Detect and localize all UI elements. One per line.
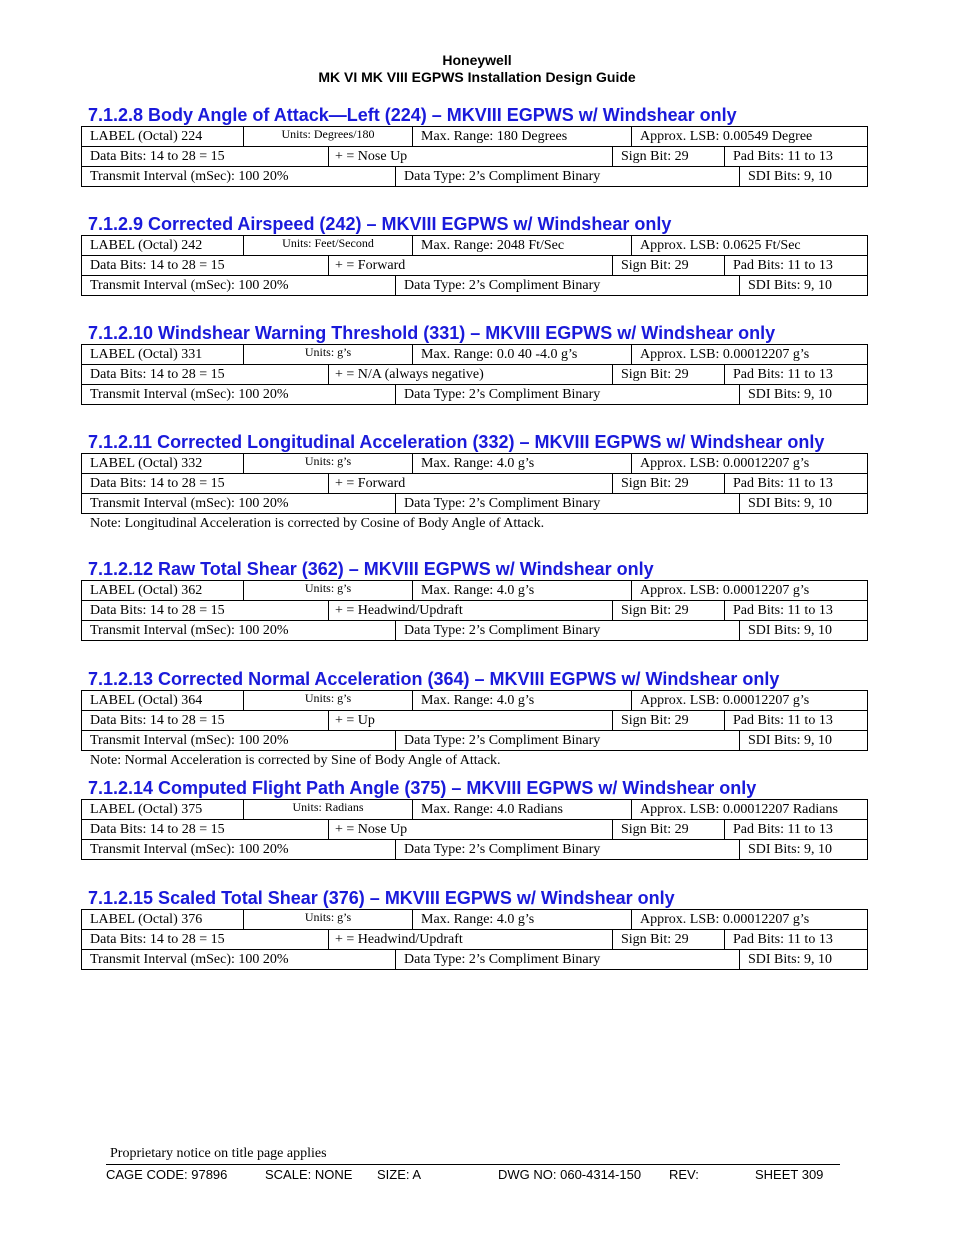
label-octal-cell: LABEL (Octal) 331 <box>90 347 203 362</box>
sign-bit-cell: Sign Bit: 29 <box>612 147 724 166</box>
max-range-cell: Max. Range: 4.0 Radians <box>412 800 631 819</box>
data-type-cell: Data Type: 2’s Compliment Binary <box>395 950 739 969</box>
sense-cell: + = Nose Up <box>328 147 612 166</box>
section-title: 7.1.2.15 Scaled Total Shear (376) – MKVIII EGPWS w/ Windshear only <box>88 888 675 908</box>
sdi-bits-cell: SDI Bits: 9, 10 <box>739 494 867 513</box>
table-row <box>82 127 867 146</box>
units-cell: Units: g’s <box>243 581 412 600</box>
transmit-interval-cell: Transmit Interval (mSec): 100 20% <box>90 278 289 293</box>
table-row <box>82 581 867 600</box>
footer-size: SIZE: A <box>377 1167 422 1182</box>
footer-divider <box>106 1164 840 1165</box>
pad-bits-cell: Pad Bits: 11 to 13 <box>724 930 867 949</box>
label-octal-cell: LABEL (Octal) 332 <box>90 456 203 471</box>
data-bits-cell: Data Bits: 14 to 28 = 15 <box>90 603 225 618</box>
section-title: 7.1.2.9 Corrected Airspeed (242) – MKVIII EGPWS w/ Windshear only <box>88 214 672 234</box>
section-title: 7.1.2.13 Corrected Normal Acceleration (364) – MKVIII EGPWS w/ Windshear only <box>88 669 780 689</box>
sense-cell: + = Forward <box>328 474 612 493</box>
pad-bits-cell: Pad Bits: 11 to 13 <box>724 365 867 384</box>
approx-lsb-cell: Approx. LSB: 0.00012207 g’s <box>631 581 867 600</box>
data-type-cell: Data Type: 2’s Compliment Binary <box>395 167 739 186</box>
header-company: Honeywell <box>442 52 512 68</box>
units-cell: Units: g’s <box>243 454 412 473</box>
section-note: Note: Normal Acceleration is corrected by Sine of Body Angle of Attack. <box>90 753 501 768</box>
table-row <box>82 949 867 969</box>
data-type-cell: Data Type: 2’s Compliment Binary <box>395 840 739 859</box>
sense-cell: + = Nose Up <box>328 820 612 839</box>
approx-lsb-cell: Approx. LSB: 0.00012207 g’s <box>631 691 867 710</box>
section-title: 7.1.2.10 Windshear Warning Threshold (331) – MKVIII EGPWS w/ Windshear only <box>88 323 776 343</box>
data-bits-cell: Data Bits: 14 to 28 = 15 <box>90 822 225 837</box>
table-row <box>82 819 867 839</box>
transmit-interval-cell: Transmit Interval (mSec): 100 20% <box>90 387 289 402</box>
section-note: Note: Longitudinal Acceleration is corrected by Cosine of Body Angle of Attack. <box>90 516 545 531</box>
table-row <box>82 730 867 750</box>
table-row <box>82 275 867 295</box>
label-octal-cell: LABEL (Octal) 376 <box>90 912 203 927</box>
table-row <box>82 710 867 730</box>
label-table <box>81 909 868 970</box>
sense-cell: + = Up <box>328 711 612 730</box>
table-row <box>82 364 867 384</box>
data-bits-cell: Data Bits: 14 to 28 = 15 <box>90 258 225 273</box>
approx-lsb-cell: Approx. LSB: 0.00012207 g’s <box>631 910 867 929</box>
sdi-bits-cell: SDI Bits: 9, 10 <box>739 276 867 295</box>
sense-cell: + = Forward <box>328 256 612 275</box>
section-title: 7.1.2.8 Body Angle of Attack—Left (224) – MKVIII EGPWS w/ Windshear only <box>88 105 737 125</box>
table-row <box>82 493 867 513</box>
data-type-cell: Data Type: 2’s Compliment Binary <box>395 731 739 750</box>
data-bits-cell: Data Bits: 14 to 28 = 15 <box>90 367 225 382</box>
label-octal-cell: LABEL (Octal) 364 <box>90 693 203 708</box>
pad-bits-cell: Pad Bits: 11 to 13 <box>724 256 867 275</box>
table-row <box>82 345 867 364</box>
header-title: MK VI MK VIII EGPWS Installation Design Guide <box>318 69 636 85</box>
table-row <box>82 236 867 255</box>
section-title: 7.1.2.14 Computed Flight Path Angle (375) – MKVIII EGPWS w/ Windshear only <box>88 778 757 798</box>
label-table <box>81 580 868 641</box>
sign-bit-cell: Sign Bit: 29 <box>612 474 724 493</box>
table-row <box>82 691 867 710</box>
sign-bit-cell: Sign Bit: 29 <box>612 930 724 949</box>
section-title: 7.1.2.11 Corrected Longitudinal Acceleration (332) – MKVIII EGPWS w/ Windshear only <box>88 432 825 452</box>
units-cell: Units: Feet/Second <box>243 236 412 255</box>
data-type-cell: Data Type: 2’s Compliment Binary <box>395 276 739 295</box>
data-bits-cell: Data Bits: 14 to 28 = 15 <box>90 713 225 728</box>
approx-lsb-cell: Approx. LSB: 0.0625 Ft/Sec <box>631 236 867 255</box>
transmit-interval-cell: Transmit Interval (mSec): 100 20% <box>90 842 289 857</box>
max-range-cell: Max. Range: 4.0 g’s <box>412 581 631 600</box>
data-type-cell: Data Type: 2’s Compliment Binary <box>395 385 739 404</box>
max-range-cell: Max. Range: 0.0 40 -4.0 g’s <box>412 345 631 364</box>
max-range-cell: Max. Range: 180 Degrees <box>412 127 631 146</box>
table-row <box>82 929 867 949</box>
label-octal-cell: LABEL (Octal) 375 <box>90 802 203 817</box>
transmit-interval-cell: Transmit Interval (mSec): 100 20% <box>90 952 289 967</box>
page-header <box>0 52 954 86</box>
approx-lsb-cell: Approx. LSB: 0.00549 Degree <box>631 127 867 146</box>
footer-cage-code: CAGE CODE: 97896 <box>106 1167 228 1182</box>
label-table <box>81 690 868 751</box>
label-octal-cell: LABEL (Octal) 362 <box>90 583 203 598</box>
sdi-bits-cell: SDI Bits: 9, 10 <box>739 950 867 969</box>
label-table <box>81 235 868 296</box>
table-row <box>82 454 867 473</box>
table-row <box>82 800 867 819</box>
pad-bits-cell: Pad Bits: 11 to 13 <box>724 601 867 620</box>
pad-bits-cell: Pad Bits: 11 to 13 <box>724 474 867 493</box>
sdi-bits-cell: SDI Bits: 9, 10 <box>739 731 867 750</box>
label-table <box>81 126 868 187</box>
units-cell: Units: Radians <box>243 800 412 819</box>
label-octal-cell: LABEL (Octal) 242 <box>90 238 203 253</box>
transmit-interval-cell: Transmit Interval (mSec): 100 20% <box>90 496 289 511</box>
units-cell: Units: g’s <box>243 345 412 364</box>
transmit-interval-cell: Transmit Interval (mSec): 100 20% <box>90 623 289 638</box>
max-range-cell: Max. Range: 4.0 g’s <box>412 910 631 929</box>
table-row <box>82 839 867 859</box>
approx-lsb-cell: Approx. LSB: 0.00012207 Radians <box>631 800 867 819</box>
pad-bits-cell: Pad Bits: 11 to 13 <box>724 711 867 730</box>
sense-cell: + = Headwind/Updraft <box>328 601 612 620</box>
footer-scale: SCALE: NONE <box>265 1167 353 1182</box>
proprietary-notice: Proprietary notice on title page applies <box>110 1146 327 1161</box>
table-row <box>82 255 867 275</box>
label-table <box>81 453 868 514</box>
transmit-interval-cell: Transmit Interval (mSec): 100 20% <box>90 169 289 184</box>
data-type-cell: Data Type: 2’s Compliment Binary <box>395 494 739 513</box>
table-row <box>82 384 867 404</box>
sdi-bits-cell: SDI Bits: 9, 10 <box>739 385 867 404</box>
sign-bit-cell: Sign Bit: 29 <box>612 256 724 275</box>
sense-cell: + = Headwind/Updraft <box>328 930 612 949</box>
section-title: 7.1.2.12 Raw Total Shear (362) – MKVIII EGPWS w/ Windshear only <box>88 559 654 579</box>
sdi-bits-cell: SDI Bits: 9, 10 <box>739 840 867 859</box>
table-row <box>82 166 867 186</box>
table-row <box>82 600 867 620</box>
data-bits-cell: Data Bits: 14 to 28 = 15 <box>90 932 225 947</box>
max-range-cell: Max. Range: 2048 Ft/Sec <box>412 236 631 255</box>
label-table <box>81 344 868 405</box>
table-row <box>82 146 867 166</box>
units-cell: Units: g’s <box>243 691 412 710</box>
max-range-cell: Max. Range: 4.0 g’s <box>412 691 631 710</box>
label-table <box>81 799 868 860</box>
sign-bit-cell: Sign Bit: 29 <box>612 365 724 384</box>
footer-rev: REV: <box>669 1167 699 1182</box>
approx-lsb-cell: Approx. LSB: 0.00012207 g’s <box>631 454 867 473</box>
approx-lsb-cell: Approx. LSB: 0.00012207 g’s <box>631 345 867 364</box>
pad-bits-cell: Pad Bits: 11 to 13 <box>724 820 867 839</box>
sign-bit-cell: Sign Bit: 29 <box>612 711 724 730</box>
max-range-cell: Max. Range: 4.0 g’s <box>412 454 631 473</box>
units-cell: Units: g’s <box>243 910 412 929</box>
label-octal-cell: LABEL (Octal) 224 <box>90 129 203 144</box>
pad-bits-cell: Pad Bits: 11 to 13 <box>724 147 867 166</box>
data-bits-cell: Data Bits: 14 to 28 = 15 <box>90 149 225 164</box>
table-row <box>82 620 867 640</box>
sign-bit-cell: Sign Bit: 29 <box>612 820 724 839</box>
sign-bit-cell: Sign Bit: 29 <box>612 601 724 620</box>
units-cell: Units: Degrees/180 <box>243 127 412 146</box>
sense-cell: + = N/A (always negative) <box>328 365 612 384</box>
table-row <box>82 473 867 493</box>
sdi-bits-cell: SDI Bits: 9, 10 <box>739 621 867 640</box>
footer-sheet: SHEET 309 <box>755 1167 824 1182</box>
sdi-bits-cell: SDI Bits: 9, 10 <box>739 167 867 186</box>
footer-dwg-no: DWG NO: 060-4314-150 <box>498 1167 642 1182</box>
table-row <box>82 910 867 929</box>
data-type-cell: Data Type: 2’s Compliment Binary <box>395 621 739 640</box>
transmit-interval-cell: Transmit Interval (mSec): 100 20% <box>90 733 289 748</box>
data-bits-cell: Data Bits: 14 to 28 = 15 <box>90 476 225 491</box>
